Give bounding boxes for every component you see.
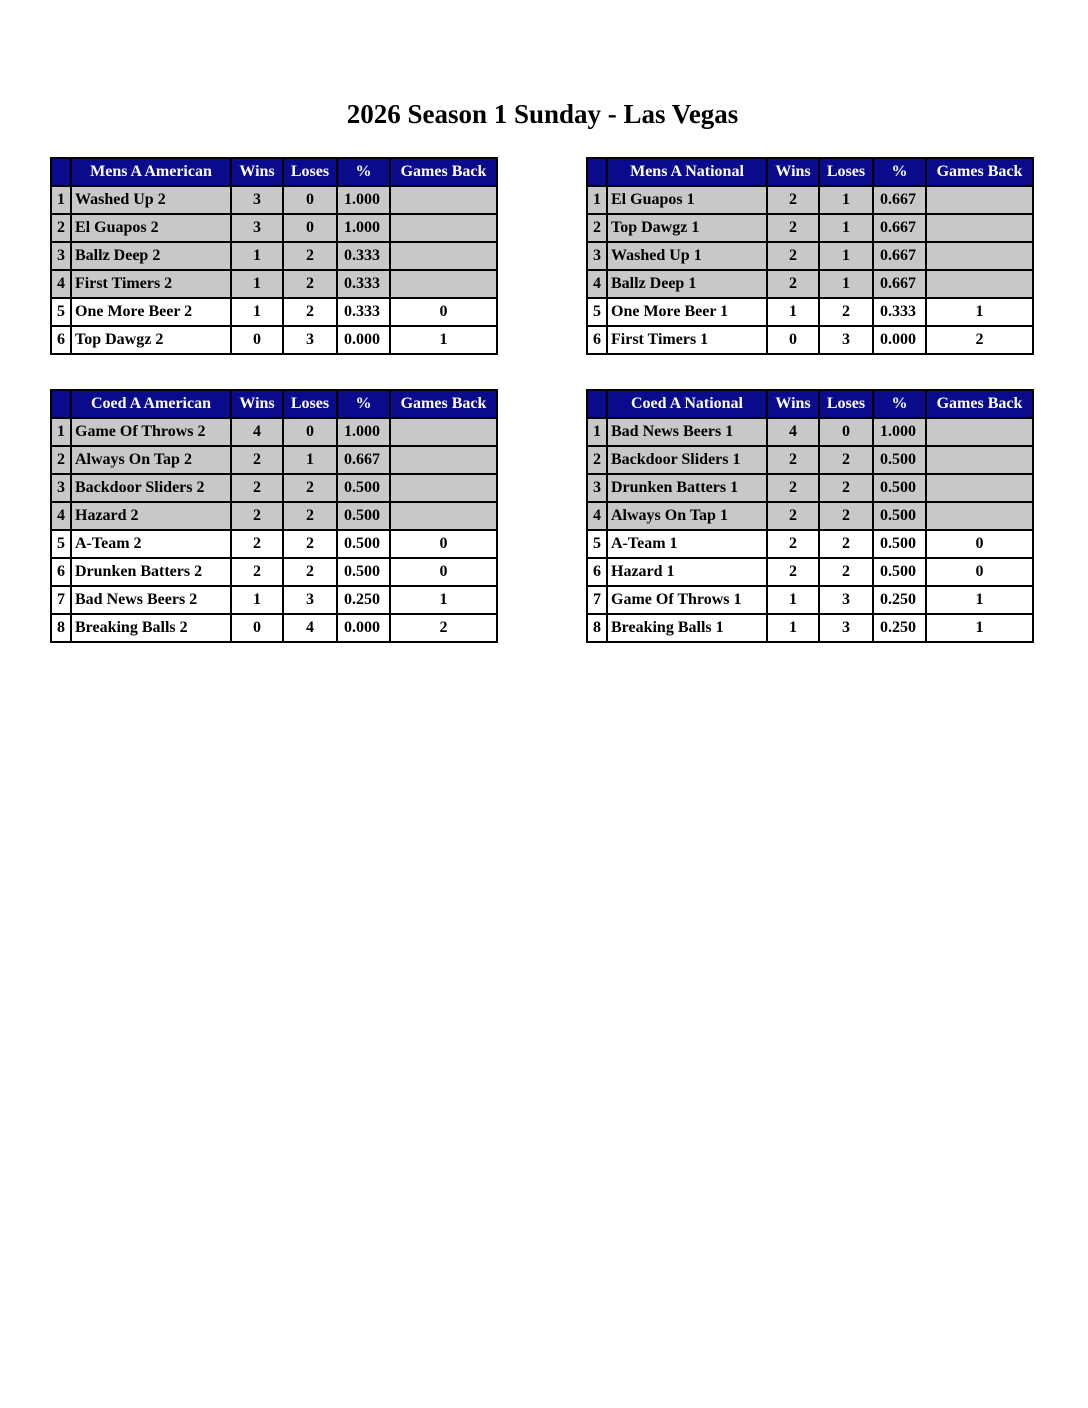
pct-cell: 0.667	[337, 446, 390, 474]
pct-cell: 1.000	[873, 418, 926, 446]
games-back-cell: 0	[390, 530, 497, 558]
wins-cell: 2	[767, 242, 819, 270]
games-back-cell: 0	[390, 298, 497, 326]
rank-cell: 5	[51, 298, 71, 326]
pct-cell: 0.000	[873, 326, 926, 354]
wins-cell: 2	[231, 530, 283, 558]
rank-cell: 2	[587, 446, 607, 474]
table-row	[51, 186, 497, 214]
loses-header: Loses	[819, 390, 873, 418]
loses-header: Loses	[819, 158, 873, 186]
games-back-cell	[926, 502, 1033, 530]
table-row	[587, 502, 1033, 530]
pct-cell: 0.000	[337, 326, 390, 354]
team-name-cell: Breaking Balls 1	[607, 614, 767, 642]
table-row	[51, 214, 497, 242]
pct-cell: 0.667	[873, 242, 926, 270]
games-back-cell: 1	[926, 614, 1033, 642]
pct-header: %	[873, 158, 926, 186]
pct-cell: 0.333	[337, 298, 390, 326]
table-row	[587, 586, 1033, 614]
loses-cell: 0	[283, 186, 337, 214]
loses-cell: 2	[819, 558, 873, 586]
table-row	[51, 418, 497, 446]
rank-cell: 8	[51, 614, 71, 642]
wins-cell: 1	[231, 242, 283, 270]
table-header-row	[51, 158, 497, 186]
wins-cell: 4	[767, 418, 819, 446]
rank-cell: 3	[51, 242, 71, 270]
rank-cell: 5	[587, 530, 607, 558]
games-back-header: Games Back	[926, 390, 1033, 418]
rank-cell: 3	[587, 242, 607, 270]
rank-cell: 4	[587, 270, 607, 298]
pct-header: %	[337, 158, 390, 186]
pct-cell: 1.000	[337, 214, 390, 242]
team-name-cell: Backdoor Sliders 2	[71, 474, 231, 502]
loses-header: Loses	[283, 390, 337, 418]
team-name-cell: Drunken Batters 1	[607, 474, 767, 502]
table-row	[51, 270, 497, 298]
rank-cell: 5	[587, 298, 607, 326]
wins-cell: 3	[231, 186, 283, 214]
division-name-header: Mens A American	[71, 158, 231, 186]
loses-cell: 2	[283, 502, 337, 530]
games-back-cell	[390, 214, 497, 242]
loses-cell: 1	[819, 270, 873, 298]
pct-cell: 0.667	[873, 214, 926, 242]
team-name-cell: Always On Tap 1	[607, 502, 767, 530]
table-row	[51, 586, 497, 614]
rank-cell: 1	[51, 186, 71, 214]
table-header-row	[587, 158, 1033, 186]
wins-cell: 1	[231, 270, 283, 298]
rank-cell: 6	[587, 558, 607, 586]
games-back-cell	[390, 418, 497, 446]
wins-cell: 2	[231, 502, 283, 530]
games-back-cell	[390, 186, 497, 214]
loses-cell: 2	[283, 530, 337, 558]
loses-cell: 2	[283, 270, 337, 298]
table-row	[587, 558, 1033, 586]
pct-cell: 0.000	[337, 614, 390, 642]
rank-header	[587, 390, 607, 418]
table-row	[51, 502, 497, 530]
pct-header: %	[337, 390, 390, 418]
wins-cell: 2	[231, 558, 283, 586]
rank-cell: 7	[51, 586, 71, 614]
team-name-cell: Top Dawgz 2	[71, 326, 231, 354]
rank-cell: 5	[51, 530, 71, 558]
loses-cell: 2	[819, 446, 873, 474]
loses-cell: 3	[283, 586, 337, 614]
games-back-cell: 0	[926, 558, 1033, 586]
wins-cell: 3	[231, 214, 283, 242]
loses-cell: 1	[819, 186, 873, 214]
standings-table-coed-national	[586, 389, 1034, 643]
table-row	[51, 558, 497, 586]
wins-cell: 1	[767, 614, 819, 642]
rank-header	[51, 158, 71, 186]
pct-cell: 0.500	[337, 530, 390, 558]
loses-cell: 3	[819, 614, 873, 642]
wins-cell: 1	[767, 586, 819, 614]
team-name-cell: Backdoor Sliders 1	[607, 446, 767, 474]
wins-cell: 1	[231, 298, 283, 326]
loses-cell: 2	[283, 298, 337, 326]
games-back-cell: 1	[926, 298, 1033, 326]
wins-cell: 2	[767, 270, 819, 298]
games-back-header: Games Back	[390, 158, 497, 186]
loses-cell: 2	[819, 474, 873, 502]
pct-cell: 0.667	[873, 270, 926, 298]
rank-cell: 4	[587, 502, 607, 530]
standings-table-mens-american	[50, 157, 498, 355]
loses-cell: 0	[283, 214, 337, 242]
wins-cell: 4	[231, 418, 283, 446]
rank-cell: 1	[587, 418, 607, 446]
games-back-cell: 2	[390, 614, 497, 642]
pct-cell: 0.500	[337, 474, 390, 502]
pct-cell: 0.333	[873, 298, 926, 326]
rank-cell: 8	[587, 614, 607, 642]
team-name-cell: Washed Up 2	[71, 186, 231, 214]
loses-cell: 2	[283, 242, 337, 270]
team-name-cell: First Timers 2	[71, 270, 231, 298]
team-name-cell: Breaking Balls 2	[71, 614, 231, 642]
games-back-cell	[390, 502, 497, 530]
wins-header: Wins	[767, 158, 819, 186]
games-back-cell	[390, 242, 497, 270]
rank-cell: 6	[51, 558, 71, 586]
pct-cell: 0.333	[337, 270, 390, 298]
loses-cell: 1	[283, 446, 337, 474]
loses-cell: 0	[819, 418, 873, 446]
standings-table-mens-national	[586, 157, 1034, 355]
loses-cell: 3	[283, 326, 337, 354]
wins-cell: 2	[767, 502, 819, 530]
team-name-cell: A-Team 2	[71, 530, 231, 558]
division-name-header: Coed A National	[607, 390, 767, 418]
table-row	[587, 214, 1033, 242]
loses-cell: 0	[283, 418, 337, 446]
games-back-cell	[926, 418, 1033, 446]
wins-cell: 2	[767, 446, 819, 474]
table-row	[587, 270, 1033, 298]
table-row	[587, 242, 1033, 270]
rank-cell: 6	[51, 326, 71, 354]
games-back-cell	[390, 446, 497, 474]
table-row	[51, 614, 497, 642]
wins-header: Wins	[231, 390, 283, 418]
wins-cell: 1	[767, 298, 819, 326]
team-name-cell: Drunken Batters 2	[71, 558, 231, 586]
rank-cell: 4	[51, 502, 71, 530]
games-back-cell: 1	[390, 586, 497, 614]
team-name-cell: Ballz Deep 2	[71, 242, 231, 270]
games-back-cell: 0	[926, 530, 1033, 558]
games-back-cell	[926, 186, 1033, 214]
rank-cell: 2	[587, 214, 607, 242]
loses-cell: 2	[819, 502, 873, 530]
pct-cell: 1.000	[337, 186, 390, 214]
loses-cell: 2	[283, 558, 337, 586]
games-back-cell	[926, 214, 1033, 242]
pct-cell: 0.500	[337, 502, 390, 530]
standings-table-coed-american	[50, 389, 498, 643]
loses-cell: 1	[819, 214, 873, 242]
rank-header	[51, 390, 71, 418]
team-name-cell: One More Beer 2	[71, 298, 231, 326]
games-back-cell	[390, 270, 497, 298]
loses-cell: 1	[819, 242, 873, 270]
team-name-cell: El Guapos 2	[71, 214, 231, 242]
games-back-cell	[926, 446, 1033, 474]
table-row	[51, 298, 497, 326]
wins-cell: 2	[231, 446, 283, 474]
pct-cell: 0.500	[873, 474, 926, 502]
rank-cell: 2	[51, 446, 71, 474]
table-header-row	[51, 390, 497, 418]
team-name-cell: Washed Up 1	[607, 242, 767, 270]
division-name-header: Coed A American	[71, 390, 231, 418]
loses-header: Loses	[283, 158, 337, 186]
team-name-cell: Top Dawgz 1	[607, 214, 767, 242]
rank-cell: 3	[587, 474, 607, 502]
wins-cell: 2	[767, 558, 819, 586]
pct-cell: 0.500	[873, 446, 926, 474]
table-row	[587, 446, 1033, 474]
wins-header: Wins	[767, 390, 819, 418]
games-back-header: Games Back	[390, 390, 497, 418]
pct-cell: 1.000	[337, 418, 390, 446]
rank-cell: 6	[587, 326, 607, 354]
pct-cell: 0.250	[873, 614, 926, 642]
team-name-cell: Always On Tap 2	[71, 446, 231, 474]
page-title: 2026 Season 1 Sunday - Las Vegas	[346, 99, 739, 129]
pct-cell: 0.333	[337, 242, 390, 270]
wins-cell: 2	[767, 530, 819, 558]
team-name-cell: Bad News Beers 2	[71, 586, 231, 614]
team-name-cell: Game Of Throws 1	[607, 586, 767, 614]
rank-cell: 4	[51, 270, 71, 298]
rank-cell: 3	[51, 474, 71, 502]
loses-cell: 3	[819, 586, 873, 614]
wins-cell: 1	[231, 586, 283, 614]
pct-cell: 0.500	[873, 558, 926, 586]
games-back-cell: 1	[926, 586, 1033, 614]
table-row	[587, 186, 1033, 214]
division-name-header: Mens A National	[607, 158, 767, 186]
wins-cell: 0	[231, 326, 283, 354]
table-row	[587, 418, 1033, 446]
rank-cell: 7	[587, 586, 607, 614]
table-row	[51, 446, 497, 474]
team-name-cell: One More Beer 1	[607, 298, 767, 326]
loses-cell: 2	[819, 530, 873, 558]
games-back-cell: 2	[926, 326, 1033, 354]
loses-cell: 2	[819, 298, 873, 326]
pct-cell: 0.500	[873, 530, 926, 558]
games-back-cell	[390, 474, 497, 502]
games-back-cell	[926, 474, 1033, 502]
team-name-cell: Game Of Throws 2	[71, 418, 231, 446]
pct-cell: 0.250	[337, 586, 390, 614]
team-name-cell: Bad News Beers 1	[607, 418, 767, 446]
table-row	[51, 242, 497, 270]
pct-cell: 0.667	[873, 186, 926, 214]
wins-cell: 2	[767, 474, 819, 502]
wins-cell: 0	[767, 326, 819, 354]
games-back-cell: 0	[390, 558, 497, 586]
pct-cell: 0.500	[337, 558, 390, 586]
table-row	[587, 614, 1033, 642]
wins-header: Wins	[231, 158, 283, 186]
games-back-header: Games Back	[926, 158, 1033, 186]
loses-cell: 2	[283, 474, 337, 502]
table-row	[587, 326, 1033, 354]
team-name-cell: Hazard 1	[607, 558, 767, 586]
rank-cell: 1	[51, 418, 71, 446]
table-row	[51, 326, 497, 354]
rank-cell: 2	[51, 214, 71, 242]
team-name-cell: First Timers 1	[607, 326, 767, 354]
wins-cell: 0	[231, 614, 283, 642]
wins-cell: 2	[231, 474, 283, 502]
pct-cell: 0.250	[873, 586, 926, 614]
team-name-cell: Hazard 2	[71, 502, 231, 530]
pct-header: %	[873, 390, 926, 418]
table-row	[51, 474, 497, 502]
table-row	[587, 530, 1033, 558]
wins-cell: 2	[767, 214, 819, 242]
team-name-cell: El Guapos 1	[607, 186, 767, 214]
games-back-cell: 1	[390, 326, 497, 354]
games-back-cell	[926, 270, 1033, 298]
loses-cell: 4	[283, 614, 337, 642]
rank-cell: 1	[587, 186, 607, 214]
pct-cell: 0.500	[873, 502, 926, 530]
table-row	[51, 530, 497, 558]
wins-cell: 2	[767, 186, 819, 214]
games-back-cell	[926, 242, 1033, 270]
table-header-row	[587, 390, 1033, 418]
team-name-cell: Ballz Deep 1	[607, 270, 767, 298]
table-row	[587, 474, 1033, 502]
table-row	[587, 298, 1033, 326]
loses-cell: 3	[819, 326, 873, 354]
team-name-cell: A-Team 1	[607, 530, 767, 558]
rank-header	[587, 158, 607, 186]
